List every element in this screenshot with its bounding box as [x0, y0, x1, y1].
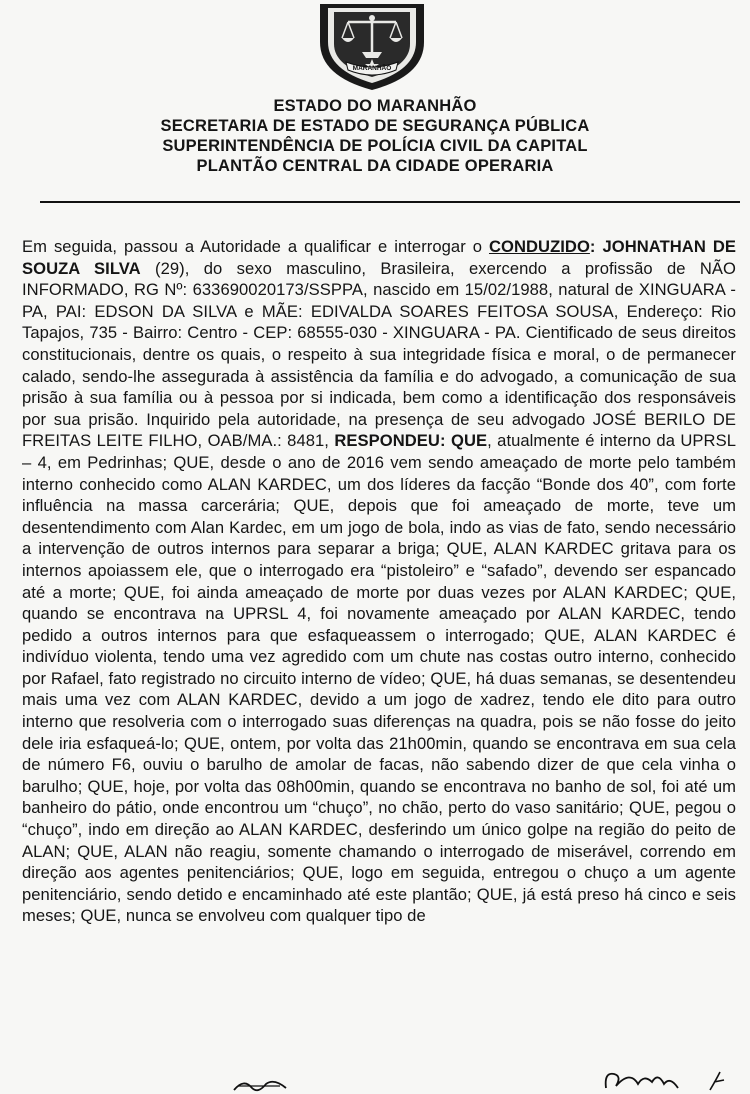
interrogation-text — [22, 236, 736, 927]
signature-right — [600, 1066, 740, 1094]
body-punct: : — [589, 237, 603, 256]
que-label: QUE — [450, 431, 488, 451]
suspect-name: JOHNATHAN DE SOUZA SILVA — [22, 237, 736, 278]
header-secretariat: SECRETARIA DE ESTADO DE SEGURANÇA PÚBLICA — [160, 117, 590, 135]
emblem-banner-text: MARANHÃO — [352, 65, 392, 72]
police-emblem-icon — [312, 0, 432, 92]
respondeu-label: RESPONDEU — [334, 431, 440, 451]
conduzido-label: CONDUZIDO — [488, 237, 590, 256]
body-text: Em seguida, passou a Autoridade a qualificar e interrogar o — [22, 237, 489, 256]
header-state: ESTADO DO MARANHÃO — [273, 97, 477, 115]
document-header — [0, 96, 750, 176]
header-duty-office: PLANTÃO CENTRAL DA CIDADE OPERARIA — [196, 157, 554, 175]
header-divider — [40, 201, 740, 203]
body-punct: : — [439, 431, 451, 451]
body-text: (29), do sexo masculino, Brasileira, exercendo a profissão de NÃO INFORMADO, RG Nº: 633690020173/SSPPA, nascido em 15/02/1988, natural de XINGUARA - PA, PAI: EDSON DA SILVA e MÃE: EDIVALDA SOARES FEITOSA SOUSA, Endereço: Rio Tapajos, 735 - Bairro: Centro - CEP: 68555-030 - XINGUARA - PA. Cientificado de seus direitos constitucionais, dentre os quais, o respeito à sua integridade física e moral, o de permanecer calado, sendo-lhe assegurada à assistência da família e do advogado, a comunicação de sua prisão à sua família ou à pessoa por si indicada, bem como a identificação dos responsáveis por sua prisão. Inquirido pela autoridade, na presença de seu advogado JOSÉ BERILO DE FREITAS LEITE FILHO, OAB/MA.: 8481, — [22, 258, 736, 451]
body-text: , atualmente é interno da UPRSL – 4, em Pedrinhas; QUE, desde o ano de 2016 vem sendo ameaçado de morte pelo também interno conhecido como ALAN KARDEC, um dos líderes da facção “Bonde dos 40”, com forte influência na massa carcerária; QUE, depois que foi ameaçado de morte, teve um desentendimento com Alan Kardec, em um jogo de bola, indo as vias de fato, sendo necessário a intervenção de outros internos para separar a briga; QUE, ALAN KARDEC gritava para os internos apoiassem ele, que o interrogado era “pistoleiro” e “safado”, devendo ser espancado até a morte; QUE, foi ainda ameaçado de morte por duas vezes por ALAN KARDEC; QUE, quando se encontrava na UPRSL 4, foi novamente ameaçado por ALAN KARDEC, tendo pedido a outros internos para que esfaqueassem o interrogado; QUE, ALAN KARDEC é indivíduo violenta, tendo uma vez agredido com um chute nas costas outro interno, conhecido por Rafael, fato registrado no circuito interno de vídeo; QUE, há duas semanas, se desentendeu mais uma vez com ALAN KARDEC, devido a um jogo de xadrez, tendo ele dito para outro interno que resolveria com o interrogado suas diferenças na quadra, pois se não fosse do jeito dele iria esfaqueá-lo; QUE, ontem, por volta das 21h00min, quando se encontrava em sua cela de número F6, ouviu o barulho de amolar de facas, não sabendo dizer de que cela vinha o barulho; QUE, hoje, por volta das 08h00min, quando se encontrava no banho de sol, foi até um banheiro do pátio, onde encontrou um “chuço”, no chão, perto do vaso sanitário; QUE, pegou o “chuço”, indo em direção ao ALAN KARDEC, desferindo um único golpe na região do peito de ALAN; QUE, ALAN não reagiu, somente chamando o interrogado de miserável, correndo em direção aos agentes penitenciários; QUE, logo em seguida, entregou o chuço a um agente penitenciário, sendo detido e encaminhado até este plantão; QUE, já está preso há cinco e seis meses; QUE, nunca se envolveu com qualquer tipo de — [22, 431, 736, 926]
signature-left — [230, 1076, 290, 1094]
header-superintendence: SUPERINTENDÊNCIA DE POLÍCIA CIVIL DA CAPITAL — [162, 137, 588, 155]
